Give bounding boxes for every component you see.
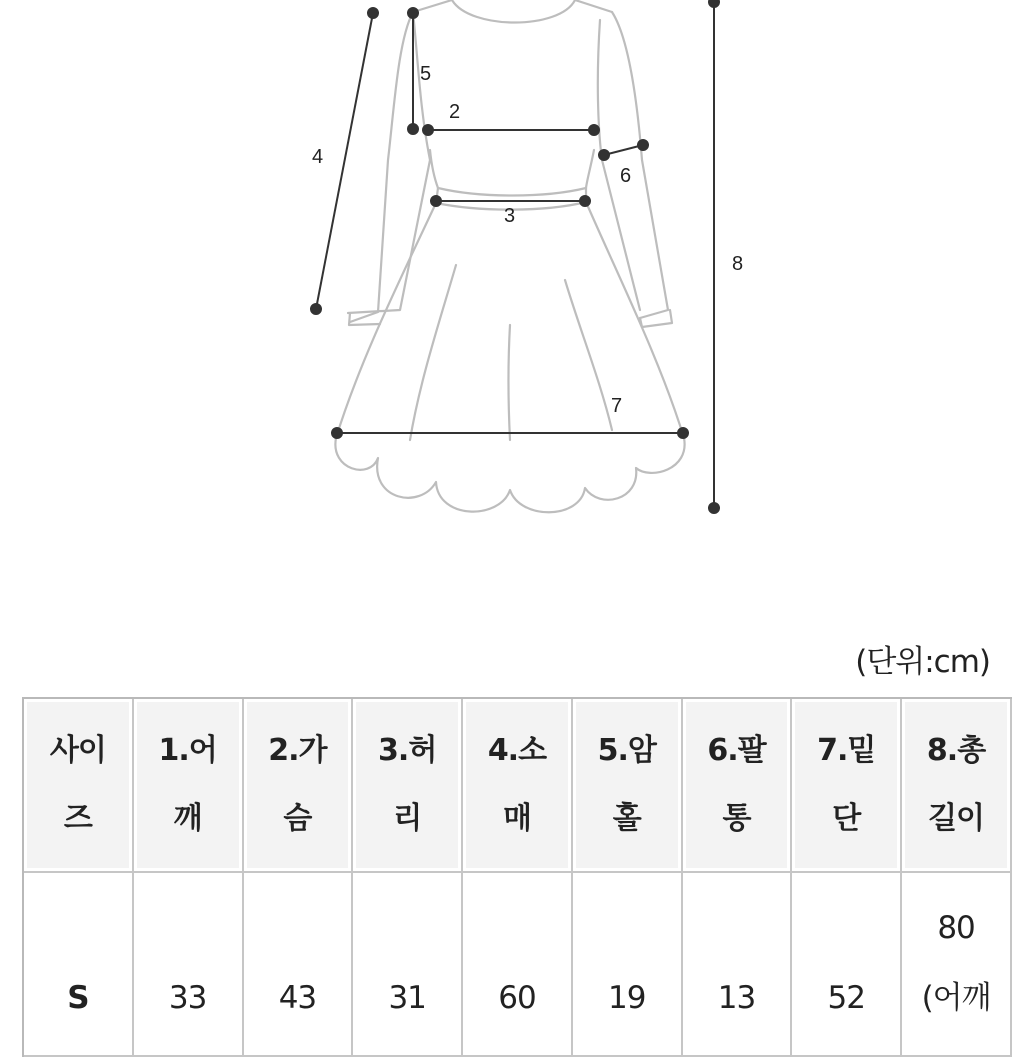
label-waist: 3 [504, 205, 516, 227]
label-hem: 7 [611, 395, 623, 417]
size-table [22, 697, 1012, 1057]
header-arm-width: 6.팔 통 [683, 699, 793, 873]
cell-hem: 52 [792, 873, 902, 1057]
cell-shoulder: 33 [134, 873, 244, 1057]
header-size: 사이 즈 [24, 699, 134, 873]
cell-armhole: 19 [573, 873, 683, 1057]
label-chest: 2 [449, 101, 461, 123]
cell-chest: 43 [244, 873, 354, 1057]
label-total-length: 8 [732, 253, 744, 275]
label-arm-width: 6 [620, 165, 632, 187]
table-row [24, 873, 1012, 1057]
header-hem: 7.밑 단 [792, 699, 902, 873]
label-sleeve: 4 [312, 146, 324, 168]
table-header-row [24, 699, 1012, 873]
header-shoulder: 1.어 깨 [134, 699, 244, 873]
cell-total-length: 80 (어깨 [902, 873, 1012, 1057]
header-waist: 3.허 리 [353, 699, 463, 873]
cell-sleeve: 60 [463, 873, 573, 1057]
cell-size: S [24, 873, 134, 1057]
label-armhole: 5 [420, 63, 432, 85]
dress-outline [335, 0, 684, 512]
header-total-length: 8.총 길이 [902, 699, 1012, 873]
header-chest: 2.가 슴 [244, 699, 354, 873]
header-sleeve: 4.소 매 [463, 699, 573, 873]
unit-label: (단위:cm) [855, 644, 990, 680]
cell-waist: 31 [353, 873, 463, 1057]
header-armhole: 5.암 홀 [573, 699, 683, 873]
cell-arm-width: 13 [683, 873, 793, 1057]
